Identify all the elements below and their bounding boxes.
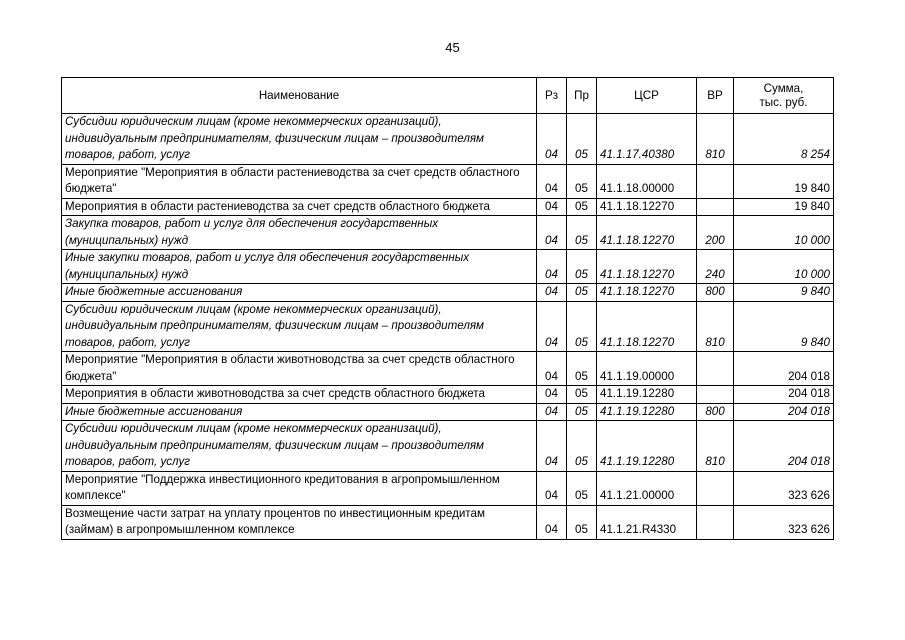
cell-rz: 04 <box>537 216 567 250</box>
header-pr: Пр <box>567 78 597 114</box>
table-row <box>62 505 834 539</box>
cell-sum: 10 000 <box>734 250 834 284</box>
table-row <box>62 403 834 421</box>
cell-rz: 04 <box>537 386 567 404</box>
cell-name: Возмещение части затрат на уплату процентов по инвестиционным кредитам (займам) в агропромышленном комплексе <box>62 505 537 539</box>
header-csr: ЦСР <box>597 78 697 114</box>
cell-name: Мероприятие "Мероприятия в области животноводства за счет средств областного бюджета" <box>62 352 537 386</box>
cell-vr: 810 <box>697 421 734 472</box>
table-row <box>62 386 834 404</box>
cell-rz: 04 <box>537 471 567 505</box>
cell-csr: 41.1.19.12280 <box>597 403 697 421</box>
cell-name: Субсидии юридическим лицам (кроме некоммерческих организаций), индивидуальным предпринимателям, физическим лицам – производителям товаров, работ, услуг <box>62 301 537 352</box>
header-rz: Рз <box>537 78 567 114</box>
cell-pr: 05 <box>567 421 597 472</box>
cell-vr: 200 <box>697 216 734 250</box>
cell-csr: 41.1.19.00000 <box>597 352 697 386</box>
cell-rz: 04 <box>537 198 567 216</box>
cell-sum: 8 254 <box>734 114 834 165</box>
cell-name: Мероприятия в области растениеводства за счет средств областного бюджета <box>62 198 537 216</box>
cell-pr: 05 <box>567 352 597 386</box>
cell-csr: 41.1.18.00000 <box>597 164 697 198</box>
cell-name: Субсидии юридическим лицам (кроме некоммерческих организаций), индивидуальным предпринимателям, физическим лицам – производителям товаров, работ, услуг <box>62 114 537 165</box>
cell-sum: 204 018 <box>734 421 834 472</box>
cell-pr: 05 <box>567 164 597 198</box>
cell-sum: 204 018 <box>734 352 834 386</box>
cell-csr: 41.1.18.12270 <box>597 198 697 216</box>
cell-vr <box>697 352 734 386</box>
page-number: 45 <box>445 40 460 55</box>
cell-name: Иные закупки товаров, работ и услуг для обеспечения государственных (муниципальных) нужд <box>62 250 537 284</box>
cell-csr: 41.1.19.12280 <box>597 421 697 472</box>
cell-vr <box>697 471 734 505</box>
cell-pr: 05 <box>567 216 597 250</box>
table-row <box>62 352 834 386</box>
cell-vr: 800 <box>697 284 734 302</box>
cell-sum: 10 000 <box>734 216 834 250</box>
cell-rz: 04 <box>537 114 567 165</box>
cell-csr: 41.1.18.12270 <box>597 250 697 284</box>
table-header-row <box>62 78 834 114</box>
header-vr: ВР <box>697 78 734 114</box>
cell-vr: 810 <box>697 114 734 165</box>
cell-vr: 810 <box>697 301 734 352</box>
cell-vr: 800 <box>697 403 734 421</box>
cell-rz: 04 <box>537 505 567 539</box>
cell-name: Мероприятие "Поддержка инвестиционного кредитования в агропромышленном комплексе" <box>62 471 537 505</box>
cell-name: Иные бюджетные ассигнования <box>62 284 537 302</box>
cell-rz: 04 <box>537 164 567 198</box>
cell-sum: 323 626 <box>734 505 834 539</box>
cell-name: Закупка товаров, работ и услуг для обеспечения государственных (муниципальных) нужд <box>62 216 537 250</box>
table-row <box>62 471 834 505</box>
table-row <box>62 198 834 216</box>
cell-sum: 19 840 <box>734 198 834 216</box>
cell-pr: 05 <box>567 505 597 539</box>
cell-vr <box>697 386 734 404</box>
header-sum-line2: тыс. руб. <box>759 95 808 109</box>
cell-pr: 05 <box>567 301 597 352</box>
cell-rz: 04 <box>537 250 567 284</box>
table-row <box>62 164 834 198</box>
header-sum <box>734 78 834 114</box>
table-row <box>62 114 834 165</box>
table-row <box>62 421 834 472</box>
cell-name: Мероприятия в области животноводства за счет средств областного бюджета <box>62 386 537 404</box>
budget-table <box>61 77 834 540</box>
cell-csr: 41.1.18.12270 <box>597 284 697 302</box>
cell-name: Субсидии юридическим лицам (кроме некоммерческих организаций), индивидуальным предпринимателям, физическим лицам – производителям товаров, работ, услуг <box>62 421 537 472</box>
cell-pr: 05 <box>567 284 597 302</box>
cell-csr: 41.1.21.R4330 <box>597 505 697 539</box>
header-sum-line1: Сумма, <box>763 81 804 95</box>
cell-vr: 240 <box>697 250 734 284</box>
cell-rz: 04 <box>537 421 567 472</box>
table-row <box>62 250 834 284</box>
cell-rz: 04 <box>537 403 567 421</box>
cell-vr <box>697 198 734 216</box>
cell-vr <box>697 505 734 539</box>
cell-sum: 204 018 <box>734 386 834 404</box>
cell-rz: 04 <box>537 301 567 352</box>
cell-rz: 04 <box>537 352 567 386</box>
cell-pr: 05 <box>567 114 597 165</box>
cell-pr: 05 <box>567 403 597 421</box>
table-row <box>62 284 834 302</box>
cell-sum: 323 626 <box>734 471 834 505</box>
table-body <box>62 114 834 540</box>
cell-name: Иные бюджетные ассигнования <box>62 403 537 421</box>
cell-sum: 19 840 <box>734 164 834 198</box>
table-row <box>62 301 834 352</box>
cell-pr: 05 <box>567 250 597 284</box>
cell-csr: 41.1.19.12280 <box>597 386 697 404</box>
table-row <box>62 216 834 250</box>
cell-csr: 41.1.17.40380 <box>597 114 697 165</box>
cell-pr: 05 <box>567 471 597 505</box>
cell-csr: 41.1.21.00000 <box>597 471 697 505</box>
cell-csr: 41.1.18.12270 <box>597 301 697 352</box>
header-name: Наименование <box>62 78 537 114</box>
cell-sum: 204 018 <box>734 403 834 421</box>
cell-pr: 05 <box>567 386 597 404</box>
cell-name: Мероприятие "Мероприятия в области растениеводства за счет средств областного бюджета" <box>62 164 537 198</box>
cell-sum: 9 840 <box>734 301 834 352</box>
cell-pr: 05 <box>567 198 597 216</box>
cell-rz: 04 <box>537 284 567 302</box>
cell-csr: 41.1.18.12270 <box>597 216 697 250</box>
cell-sum: 9 840 <box>734 284 834 302</box>
cell-vr <box>697 164 734 198</box>
